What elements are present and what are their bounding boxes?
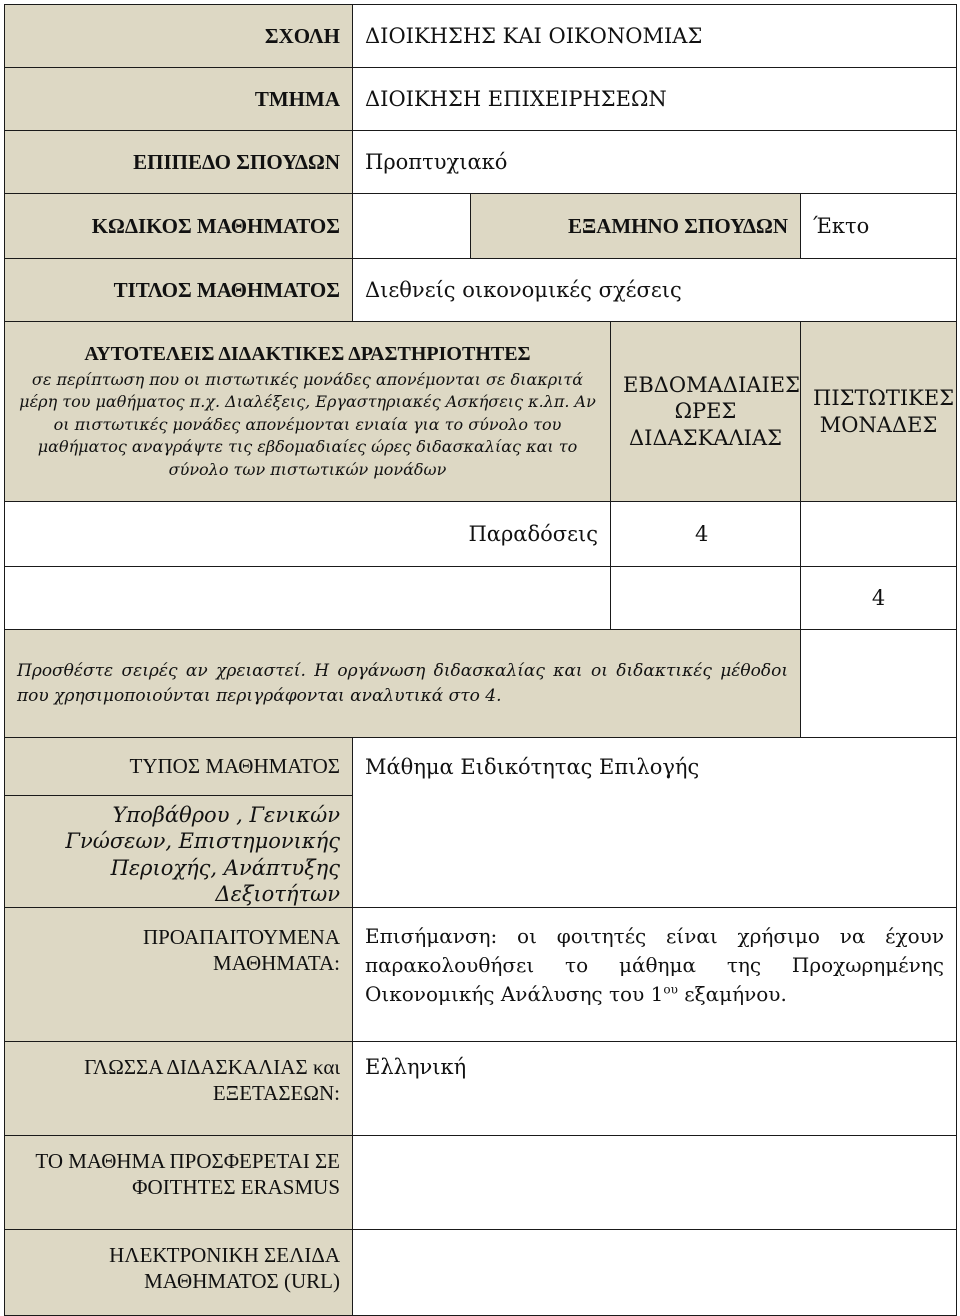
level-label: ΕΠΙΠΕΔΟ ΣΠΟΥΔΩΝ — [5, 131, 353, 194]
erasmus-value — [353, 1136, 957, 1230]
activities-footnote: Προσθέστε σειρές αν χρειαστεί. Η οργάνωση διδασκαλίας και οι διδακτικές μέθοδοι που χρησιμοποιούνται περιγράφονται αναλυτικά στο 4. — [5, 630, 801, 738]
course-title-value: Διεθνείς οικονομικές σχέσεις — [353, 259, 957, 322]
row-activities-header — [5, 322, 957, 502]
activity-hours: 4 — [611, 502, 801, 567]
department-label: ΤΜΗΜΑ — [5, 68, 353, 131]
semester-label: ΕΞΑΜΗΝΟ ΣΠΟΥΔΩΝ — [471, 194, 801, 259]
school-label: ΣΧΟΛΗ — [5, 5, 353, 68]
prerequisites-sup: ου — [663, 982, 678, 997]
activities-heading-cell — [5, 322, 611, 502]
activities-note: σε περίπτωση που οι πιστωτικές μονάδες απονέμονται σε διακριτά μέρη του μαθήματος π.χ. Διαλέξεις, Εργαστηριακές Ασκήσεις κ.λπ. Αν οι πιστωτικές μονάδες απονέμονται ενιαία για το σύνολο του μαθήματος αναγράψτε τις εβδομαδιαίες ώρες διδασκαλίας και το σύνολο των πιστωτικών μονάδων — [19, 370, 596, 479]
row-url — [5, 1230, 957, 1316]
row-activities-footnote — [5, 630, 957, 738]
url-value — [353, 1230, 957, 1316]
level-value: Προπτυχιακό — [353, 131, 957, 194]
row-language — [5, 1042, 957, 1136]
activity-hours — [611, 567, 801, 630]
activity-row — [5, 567, 957, 630]
activity-row — [5, 502, 957, 567]
row-department — [5, 68, 957, 131]
row-school — [5, 5, 957, 68]
activities-heading: ΑΥΤΟΤΕΛΕΙΣ ΔΙΔΑΚΤΙΚΕΣ ΔΡΑΣΤΗΡΙΟΤΗΤΕΣ — [84, 343, 531, 366]
department-value: ΔΙΟΙΚΗΣΗ ΕΠΙΧΕΙΡΗΣΕΩΝ — [353, 68, 957, 131]
url-label: ΗΛΕΚΤΡΟΝΙΚΗ ΣΕΛΙΔΑ ΜΑΘΗΜΑΤΟΣ (URL) — [5, 1230, 353, 1316]
hours-header: ΕΒΔΟΜΑΔΙΑΙΕΣ ΩΡΕΣ ΔΙΔΑΣΚΑΛΙΑΣ — [611, 322, 801, 502]
course-code-value — [353, 194, 471, 259]
prerequisites-end: εξαμήνου. — [677, 982, 787, 1006]
activity-name — [5, 567, 611, 630]
activity-credits: 4 — [801, 567, 957, 630]
row-erasmus — [5, 1136, 957, 1230]
language-value: Ελληνική — [353, 1042, 957, 1136]
row-course-type — [5, 738, 957, 796]
activity-credits — [801, 502, 957, 567]
course-code-label: ΚΩΔΙΚΟΣ ΜΑΘΗΜΑΤΟΣ — [5, 194, 353, 259]
prerequisites-text: Επισήμανση: οι φοιτητές είναι χρήσιμο να έχουν παρακολουθήσει το μάθημα της Προχωρημένης Οικονομικής Ανάλυσης του 1 — [365, 924, 944, 1006]
activity-name: Παραδόσεις — [5, 502, 611, 567]
row-title — [5, 259, 957, 322]
row-level — [5, 131, 957, 194]
semester-value: Έκτο — [801, 194, 957, 259]
prerequisites-value — [353, 908, 957, 1042]
course-title-label: ΤΙΤΛΟΣ ΜΑΘΗΜΑΤΟΣ — [5, 259, 353, 322]
course-type-value: Μάθημα Ειδικότητας Επιλογής — [353, 738, 957, 908]
language-label: ΓΛΩΣΣΑ ΔΙΔΑΣΚΑΛΙΑΣ και ΕΞΕΤΑΣΕΩΝ: — [5, 1042, 353, 1136]
prerequisites-label: ΠΡΟΑΠΑΙΤΟΥΜΕΝΑ ΜΑΘΗΜΑΤΑ: — [5, 908, 353, 1042]
row-code-semester — [5, 194, 957, 259]
course-outline-table — [4, 4, 957, 1316]
activities-footnote-empty — [801, 630, 957, 738]
school-value: ΔΙΟΙΚΗΣΗΣ ΚΑΙ ΟΙΚΟΝΟΜΙΑΣ — [353, 5, 957, 68]
row-prerequisites — [5, 908, 957, 1042]
erasmus-label: ΤΟ ΜΑΘΗΜΑ ΠΡΟΣΦΕΡΕΤΑΙ ΣΕ ΦΟΙΤΗΤΕΣ ERASMUS — [5, 1136, 353, 1230]
course-type-label: ΤΥΠΟΣ ΜΑΘΗΜΑΤΟΣ — [5, 738, 353, 796]
credits-header: ΠΙΣΤΩΤΙΚΕΣ ΜΟΝΑΔΕΣ — [801, 322, 957, 502]
course-type-hint: Υποβάθρου , Γενικών Γνώσεων, Επιστημονικής Περιοχής, Ανάπτυξης Δεξιοτήτων — [5, 796, 353, 908]
